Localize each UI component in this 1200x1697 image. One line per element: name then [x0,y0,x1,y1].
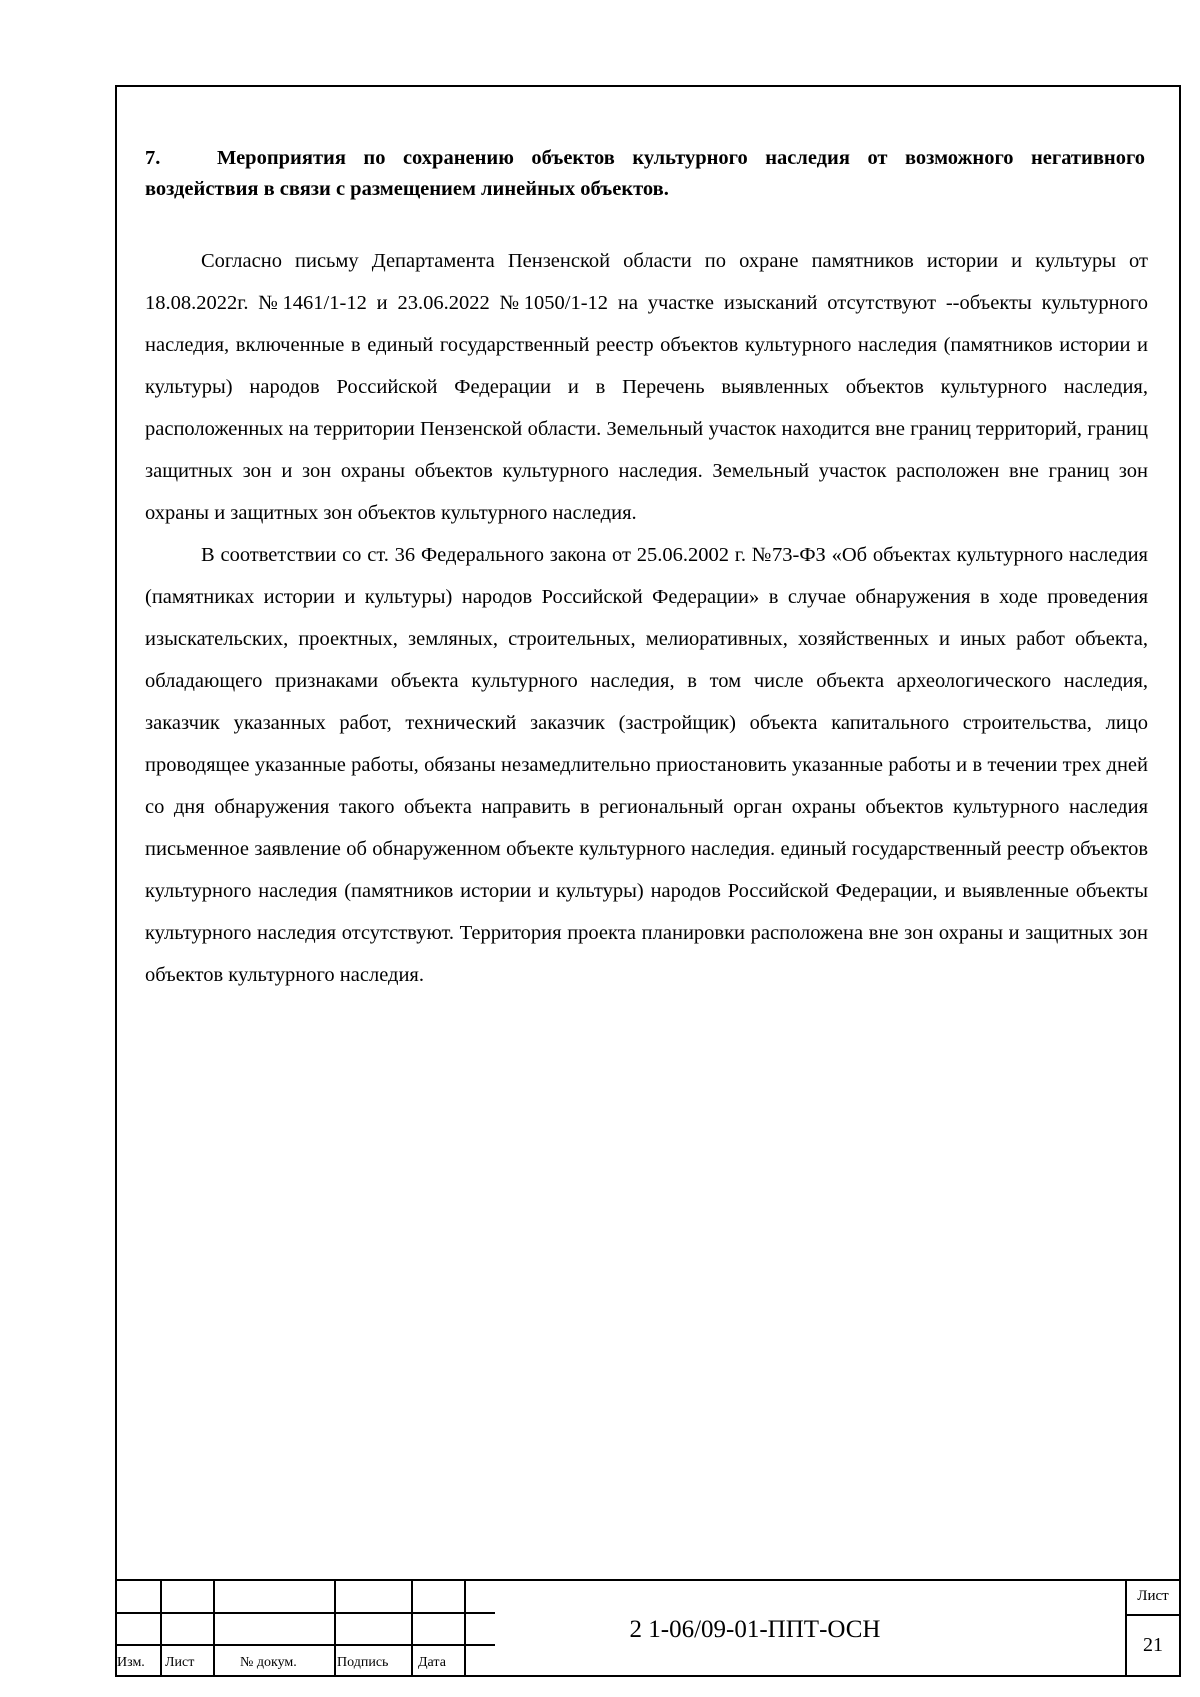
section-heading [145,143,1145,205]
stamp-line [334,1579,336,1677]
paragraph: Согласно письму Департамента Пензенской области по охране памятников истории и культуры от 18.08.2022г. №1461/1-12 и 23.06.2022 №1050/1-12 на участке изысканий отсутствуют --объекты культурного наследия, включенные в единый государственный реестр объектов культурного наследия (памятников истории и культуры) народов Российской Федерации и в Перечень выявленных объектов культурного наследия, расположенных на территории Пензенской области. Земельный участок находится вне границ территорий, границ защитных зон и зон охраны объектов культурного наследия. Земельный участок расположен вне границ зон охраны и защитных зон объектов культурного наследия. [145,250,1148,524]
stamp-col-date: Дата [418,1655,446,1670]
sheet-label: Лист [1137,1588,1169,1604]
stamp-line [411,1579,413,1677]
stamp-line [115,1644,495,1646]
stamp-col-doc: № докум. [240,1655,297,1670]
section-title: Мероприятия по сохранению объектов культурного наследия от возможного негативного воздействия в связи с размещением линейных объектов. [145,147,1145,200]
stamp-col-list: Лист [165,1655,195,1670]
stamp-col-izm: Изм. [117,1655,145,1670]
body-text [145,240,1148,996]
stamp-line [1125,1614,1181,1616]
title-block [115,1579,1181,1677]
section-number: 7. [145,147,161,169]
sheet-number: 21 [1143,1634,1163,1656]
stamp-line [160,1579,162,1677]
stamp-line [464,1579,466,1677]
paragraph: В соответствии со ст. 36 Федерального закона от 25.06.2002 г. №73-ФЗ «Об объектах культурного наследия (памятниках истории и культуры) народов Российской Федерации» в случае обнаружения в ходе проведения изыскательских, проектных, земляных, строительных, мелиоративных, хозяйственных и иных работ объекта, обладающего признаками объекта культурного наследия, в том числе объекта археологического наследия, заказчик указанных работ, технический заказчик (застройщик) объекта капитального строительства, лицо проводящее указанные работы, обязаны незамедлительно приостановить указанные работы и в течении трех дней со дня обнаружения такого объекта направить в региональный орган охраны объектов культурного наследия письменное заявление об обнаруженном объекте культурного наследия. единый государственный реестр объектов культурного наследия (памятников истории и культуры) народов Российской Федерации, и выявленные объекты культурного наследия отсутствуют. Территория проекта планировки расположена вне зон охраны и защитных зон объектов культурного наследия. [145,544,1148,986]
stamp-line [115,1579,1181,1581]
document-code: 2 1-06/09-01-ППТ-ОСН [629,1616,881,1643]
stamp-line [213,1579,215,1677]
stamp-line [115,1612,495,1614]
stamp-col-sign: Подпись [337,1655,389,1670]
